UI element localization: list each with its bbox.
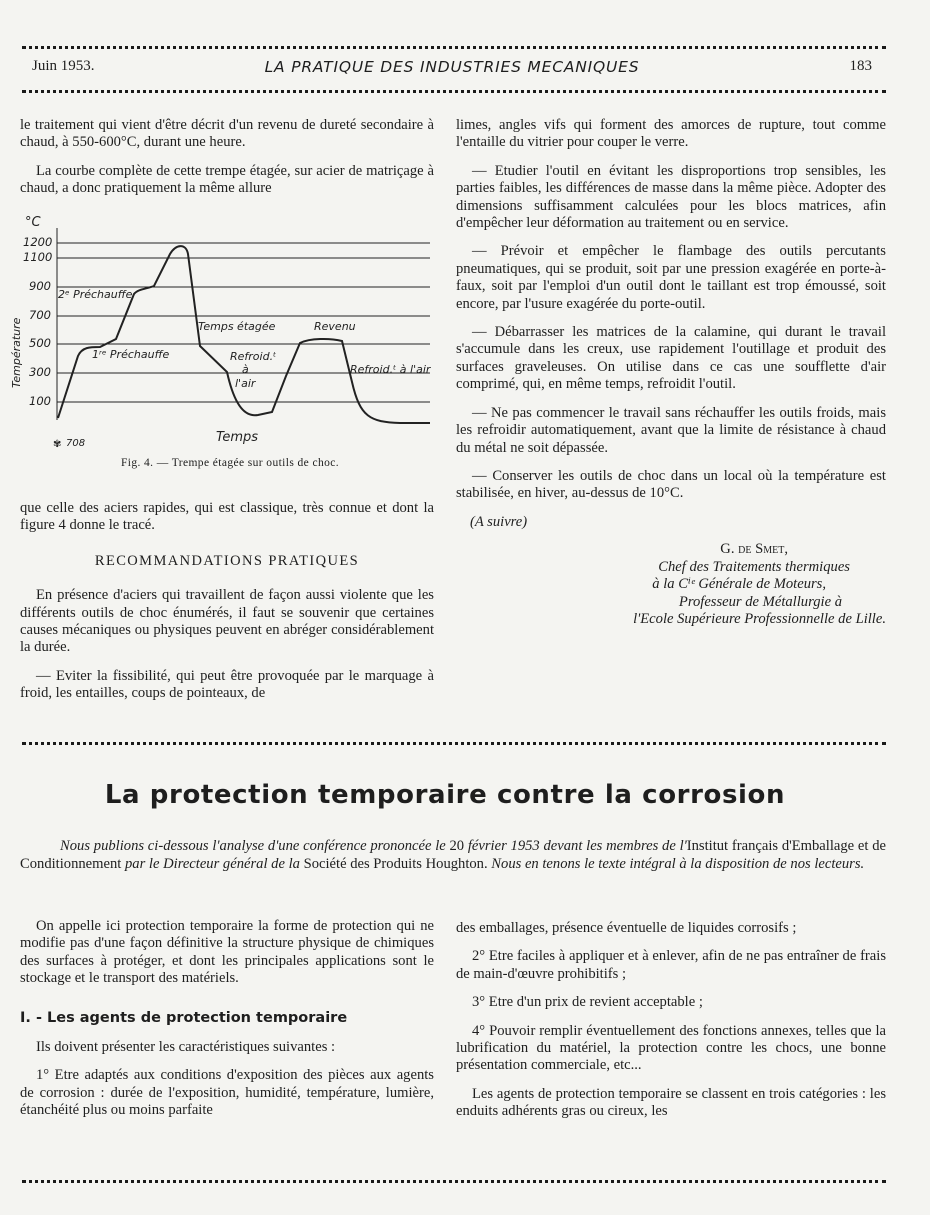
intro-text: Institut français d'Emballage et de Conditionnement	[20, 838, 886, 872]
y-tick-label: 1100	[23, 250, 53, 264]
curve-label-refroid: Refroid.ᵗ	[230, 350, 277, 363]
top-dotted-rule	[22, 46, 886, 49]
paragraph: des emballages, présence éventuelle de liquides corrosifs ;	[456, 920, 797, 936]
figure-mark: 708	[66, 438, 86, 449]
paragraph: 2° Etre faciles à appliquer et à enlever, afin de ne pas entraîner de frais de main-d'œuvre prohibitifs ;	[456, 948, 886, 982]
right-column-top	[456, 117, 886, 629]
author-title: Chef des Traitements thermiques	[658, 558, 850, 575]
figure-mark-icon: ✾	[53, 439, 62, 450]
curve-label-pre2: 2ᵉ Préchauffe	[58, 288, 133, 301]
paragraph: Les agents de protection temporaire se classent en trois catégories : les enduits adhérents gras ou cireux, les	[456, 1085, 886, 1120]
author-title: Professeur de Métallurgie à	[678, 593, 842, 610]
y-tick-label: 100	[29, 394, 51, 408]
paragraph: limes, angles vifs qui forment des amorces de rupture, tout comme l'entaille du vitrier pour couper le verre.	[456, 117, 886, 151]
y-tick-label: 900	[29, 279, 51, 293]
article-left-column	[20, 918, 434, 1131]
paragraph: En présence d'aciers qui travaillent de façon aussi violente que les différents outils de choc énumérés, il faut se souvenir que certaines causes mécaniques ou physiques peuvent en abréger considérablement la durée.	[20, 587, 434, 656]
left-column-bottom	[20, 500, 434, 714]
issue-date: Juin 1953.	[32, 58, 95, 74]
paragraph: 1° Etre adaptés aux conditions d'exposition des pièces aux agents de corrosion : durée de l'exposition, humidité, température, lumière, étanchéité plus ou moins parfaite	[20, 1067, 434, 1119]
left-column-top	[20, 117, 434, 209]
intro-text: 20	[449, 838, 465, 854]
figure-4-chart	[10, 210, 440, 455]
curve-label-etagee: Temps étagée	[198, 320, 276, 333]
intro-text: Société des Produits Houghton.	[303, 855, 488, 872]
section-heading: I. - Les agents de protection temporaire	[20, 1009, 348, 1026]
page-header	[32, 58, 872, 82]
figure-caption: Fig. 4. — Trempe étagée sur outils de choc.	[120, 457, 340, 469]
y-tick-label: 300	[29, 365, 51, 379]
to-be-continued: (A suivre)	[470, 513, 528, 530]
curve-label-refroid-a-lair: Refroid.ᵗ à l'air	[350, 363, 431, 376]
paragraph: — Ne pas commencer le travail sans réchauffer les outils froids, mais les refroidir automatiquement, avant que la limite de résistance à chaud du métal ne soit dépassée.	[456, 404, 886, 456]
section-title: RECOMMANDATIONS PRATIQUES	[94, 552, 360, 569]
intro-text: février 1953 devant les membres de l'	[464, 838, 687, 854]
paragraph: — Eviter la fissibilité, qui peut être provoquée par le marquage à froid, les entailles, coups de pointeaux, de	[20, 667, 434, 702]
article-title: La protection temporaire contre la corrosion	[104, 780, 786, 810]
paragraph: On appelle ici protection temporaire la forme de protection qui ne modifie pas d'une façon définitive la structure physique de chimiques des surfaces à protéger, et dont les principales applications sont le stockage et le transport des matériels.	[20, 918, 434, 987]
intro-text: Nous en tenons le texte intégral à la disposition de nos lecteurs.	[487, 855, 865, 872]
author-title: l'Ecole Supérieure Professionnelle de Lille.	[633, 611, 886, 628]
paragraph: 4° Pouvoir remplir éventuellement des fonctions annexes, telles que la lubrification du matériel, la protection contre les chocs, une bonne présentation commerciale, etc...	[456, 1022, 886, 1074]
curve-label-refroid-air: l'air	[235, 377, 256, 390]
curve-label-refroid-a: à	[242, 363, 249, 376]
paragraph: — Débarrasser les matrices de la calamine, qui durant le travail s'accumule dans les creux, use rapidement l'outillage et produit des surfaces graveleuses. On utilise dans ce cas une soufflette d'air comprimé, qui, en même temps, refroidit l'outil.	[456, 324, 886, 393]
temperature-curve	[58, 246, 430, 423]
paragraph: Ils doivent présenter les caractéristiques suivantes :	[36, 1039, 336, 1056]
paragraph: 3° Etre d'un prix de revient acceptable ;	[472, 994, 703, 1011]
page-number: 183	[849, 58, 872, 74]
author-title: à la Cⁱᵉ Générale de Moteurs,	[652, 576, 826, 593]
article-intro	[20, 838, 886, 873]
x-axis-label: Temps	[216, 430, 259, 445]
paragraph: que celle des aciers rapides, qui est classique, très connue et dont la figure 4 donne le tracé.	[20, 500, 434, 534]
article-right-column	[456, 920, 886, 1132]
curve-label-pre1: 1ʳᵉ Préchauffe	[92, 348, 170, 361]
paragraph: — Conserver les outils de choc dans un local où la température est stabilisée, en hiver, au-dessus de 10°C.	[456, 467, 886, 502]
paragraph: La courbe complète de cette trempe étagée, sur acier de matriçage à chaud, a donc pratiquement la même allure	[20, 162, 434, 197]
y-tick-label: 1200	[23, 235, 53, 249]
unit-label: °C	[25, 215, 41, 230]
intro-text: par le Directeur général de la	[121, 855, 304, 872]
bottom-dotted-rule	[22, 1180, 886, 1183]
intro-text: Nous publions ci-dessous l'analyse d'une conférence prononcée le	[60, 838, 450, 854]
curve-label-revenu: Revenu	[314, 320, 356, 333]
section-dotted-rule	[22, 742, 886, 745]
signature-block	[456, 541, 886, 629]
paragraph: le traitement qui vient d'être décrit d'un revenu de dureté secondaire à chaud, à 550-600°C, durant une heure.	[20, 117, 434, 151]
paragraph: — Etudier l'outil en évitant les disproportions trop sensibles, les parties faibles, les différences de masse dans la même pièce. Adopter des dimensions suffisamment calculées pour les blocs matrices, afin d'empêcher leur déformation au traitement ou en service.	[456, 162, 886, 232]
author-name: G. de Smet,	[720, 541, 788, 558]
y-tick-label: 700	[29, 308, 51, 322]
y-axis-label: Température	[10, 317, 23, 388]
y-tick-label: 500	[29, 336, 51, 350]
journal-title: LA PRATIQUE DES INDUSTRIES MECANIQUES	[264, 58, 640, 76]
header-dotted-rule	[22, 90, 886, 93]
paragraph: — Prévoir et empêcher le flambage des outils percutants pneumatiques, qui se produit, soit par une pression exagérée en porte-à-faux, soit par l'emploi d'un outil dont le taillant est trop émoussé, soit encore, par l'usure exagérée du porte-outil.	[456, 243, 886, 312]
